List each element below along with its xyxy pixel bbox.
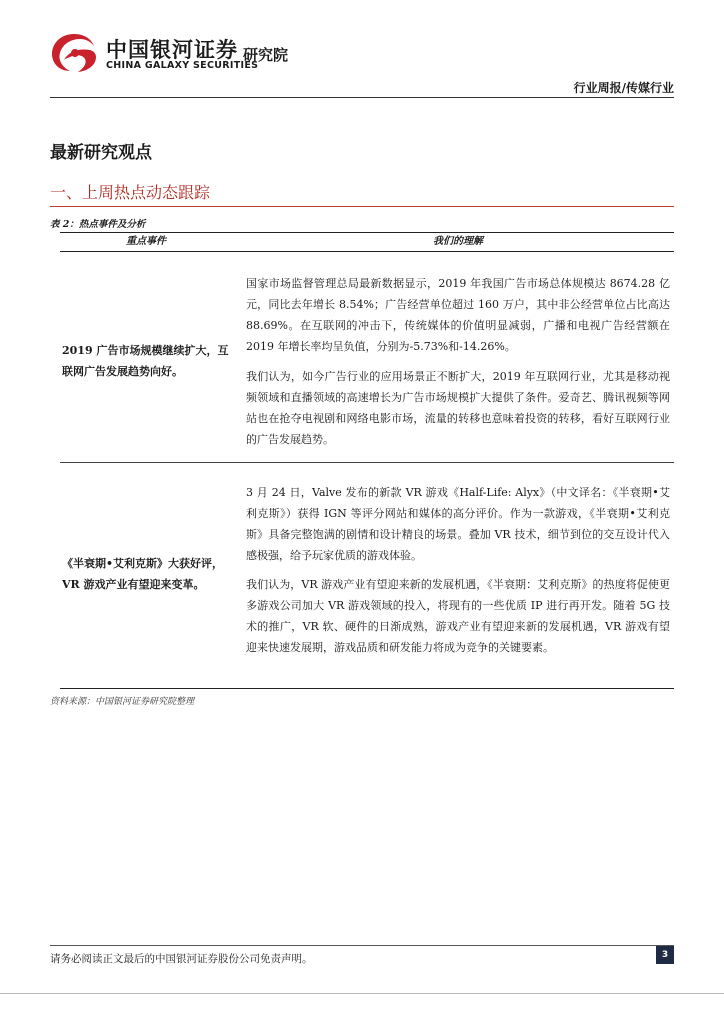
table-row-paragraph: 3 月 24 日，Valve 发布的新款 VR 游戏《Half-Life: Alyx》（中文译名：《半衰期•艾利克斯》）获得 IGN 等评分网站和媒体的高分评价。作为一款游戏，《半衰期•艾利克斯》具备完整饱满的剧情和设计精良的场景。叠加 VR 技术，细节到位的交互设计代入感极强，给予玩家优质的游戏体验。 — [246, 486, 670, 562]
brand-name-en: CHINA GALAXY SECURITIES — [106, 60, 259, 71]
table-row-paragraph: 我们认为，VR 游戏产业有望迎来新的发展机遇，《半衰期：艾利克斯》的热度将促使更多游戏公司加大 VR 游戏领域的投入，将现有的一些优质 IP 进行再开发。随着 5G 技术的推广，VR 软、硬件的日渐成熟，游戏产业有望迎来新的发展机遇，VR 游戏有望迎来快速发展期，游戏品质和研发能力将成为竞争的关键要素。 — [246, 578, 670, 654]
subsection-title: 一、上周热点动态跟踪 — [50, 183, 211, 202]
table-row-divider — [60, 462, 674, 463]
header-divider — [50, 97, 674, 98]
table-row-event: 《半衰期•艾利克斯》大获好评，VR 游戏产业有望迎来变革。 — [62, 557, 224, 591]
section-title: 最新研究观点 — [50, 143, 152, 163]
table-header-analysis: 我们的理解 — [433, 236, 483, 247]
table-row-paragraph: 国家市场监督管理总局最新数据显示，2019 年我国广告市场总体规模达 8674.28 亿元，同比去年增长 8.54%；广告经营单位超过 160 万户，其中非公经营单位占比高达 88.69%。在互联网的冲击下，传统媒体的价值明显减弱，广播和电视广告经营额在 2019 年增长率均呈负值，分别为-5.73%和-14.26%。 — [246, 277, 670, 353]
table-row-paragraph: 我们认为，如今广告行业的应用场景正不断扩大，2019 年互联网行业，尤其是移动视频领域和直播领域的高速增长为广告市场规模扩大提供了条件。爱奇艺、腾讯视频等网站也在抢夺电视剧和网络电影市场，流量的转移也意味着投资的转移，看好互联网行业的广告发展趋势。 — [246, 370, 670, 446]
table-header-divider — [60, 251, 674, 252]
table-header-event: 重点事件 — [126, 236, 166, 247]
table-caption: 表 2：热点事件及分析 — [50, 219, 146, 230]
table-row-event: 2019 广告市场规模继续扩大，互联网广告发展趋势向好。 — [62, 344, 229, 378]
brand-name-cn: 中国银河证券 — [106, 38, 238, 62]
subsection-divider — [50, 206, 674, 207]
page-number: 3 — [656, 946, 674, 964]
source-note: 资料来源：中国银河证券研究院整理 — [50, 697, 195, 707]
table-bottom-border — [60, 688, 674, 689]
institute-label: 研究院 — [243, 46, 289, 64]
page-bottom-divider — [0, 993, 724, 994]
galaxy-swoosh-logo-icon — [50, 30, 98, 74]
footer-disclaimer: 请务必阅读正文最后的中国银河证券股份公司免责声明。 — [50, 953, 313, 965]
footer-divider — [50, 945, 674, 946]
report-type: 行业周报/传媒行业 — [573, 81, 674, 95]
